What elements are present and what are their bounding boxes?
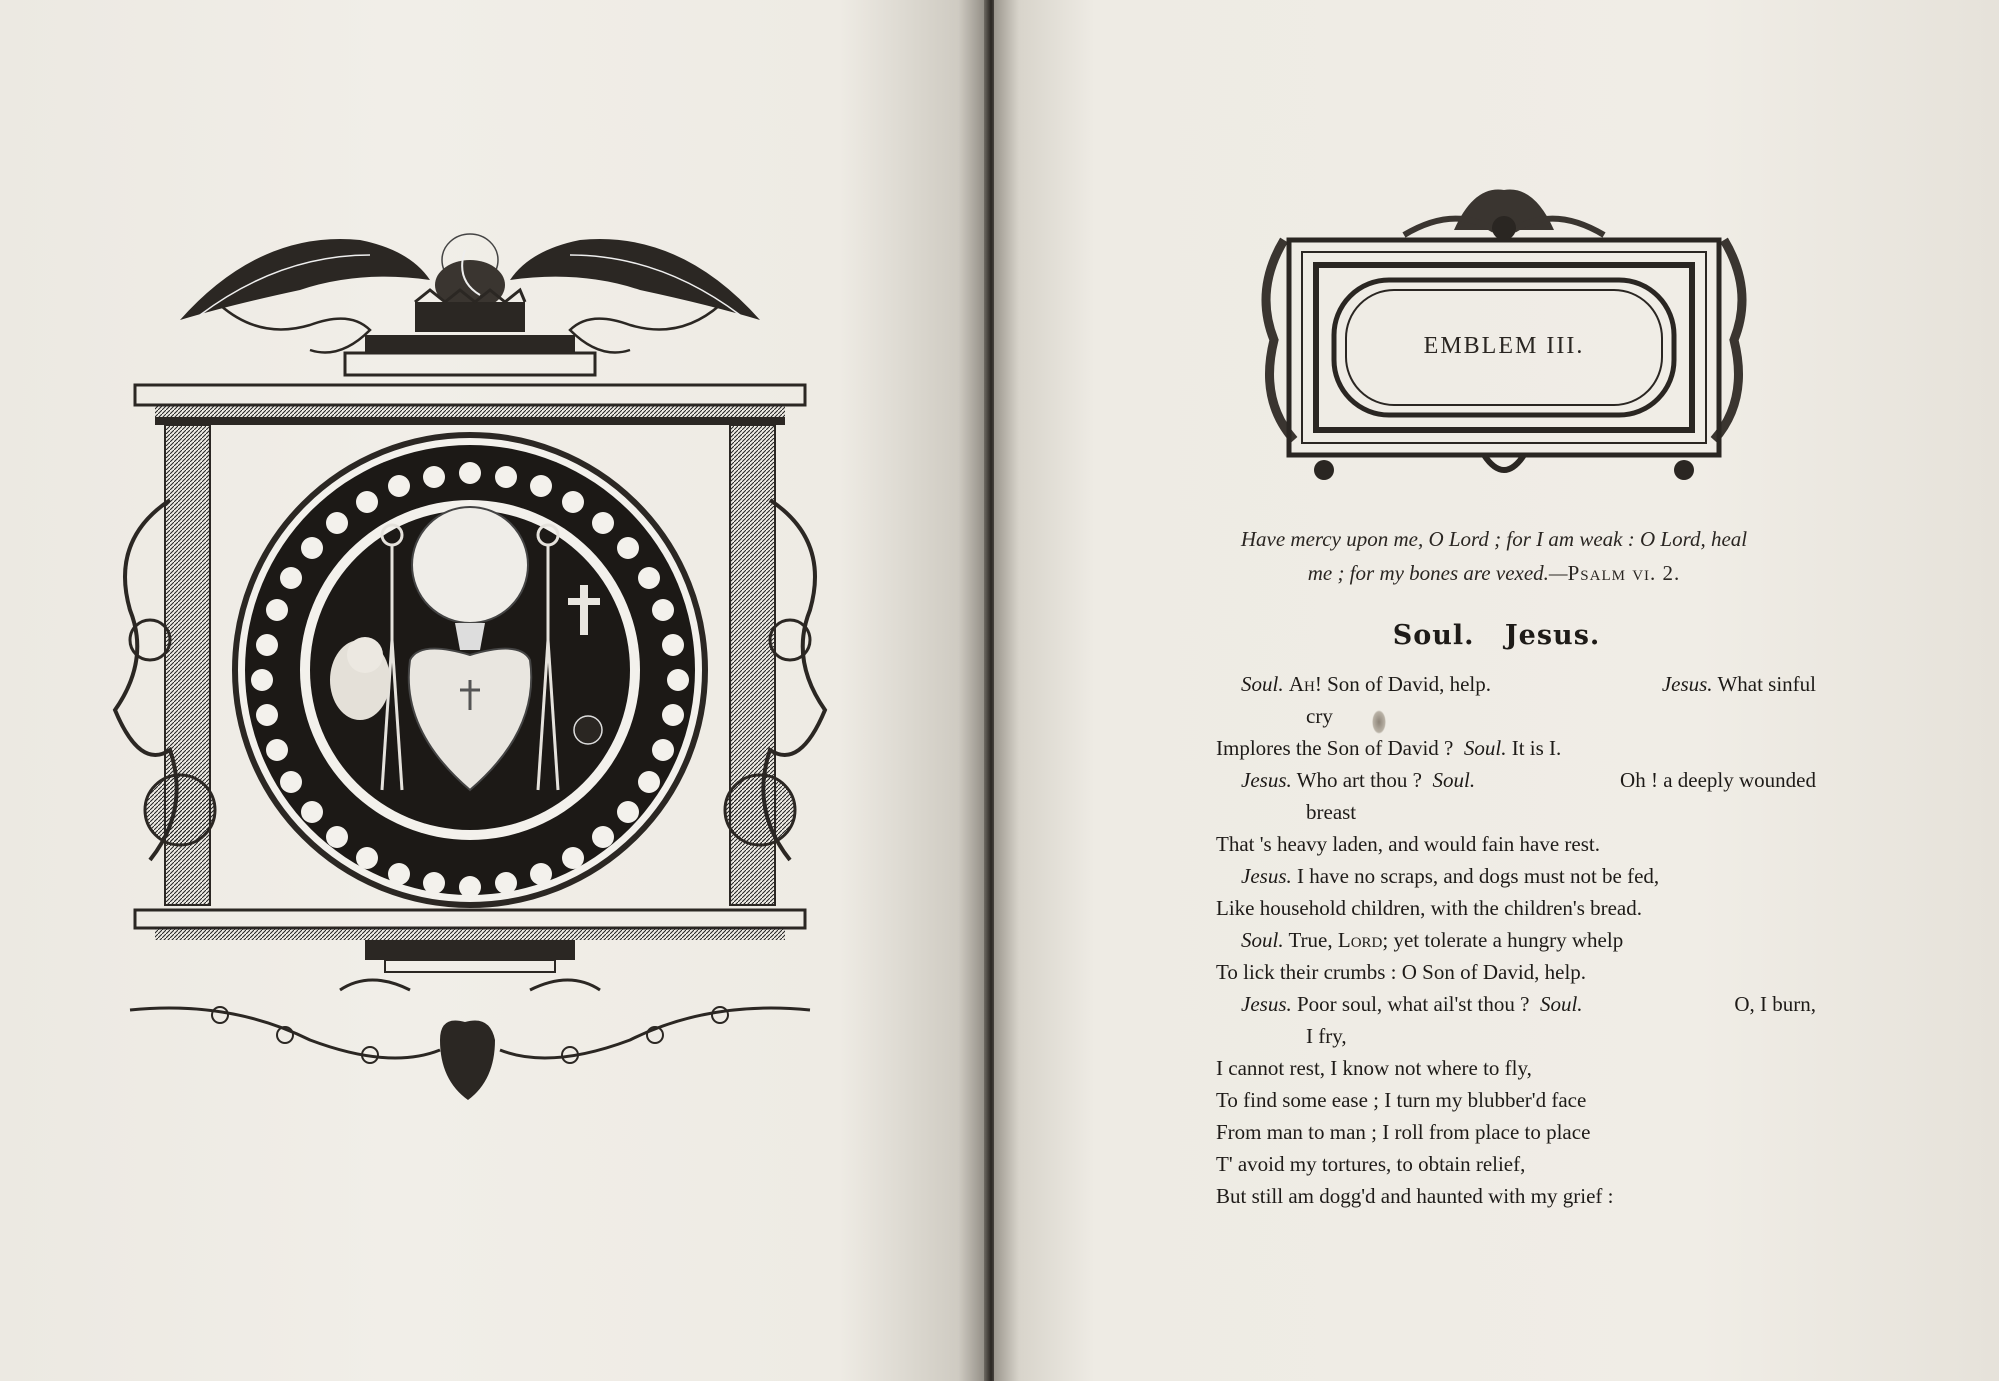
- poem-line: Jesus. I have no scraps, and dogs must not be fed,: [1241, 864, 1660, 888]
- speakers-heading: [994, 620, 1999, 651]
- poem-line: To lick their crumbs : O Son of David, help.: [1216, 960, 1587, 984]
- poem-line: But still am dogg'd and haunted with my grief :: [1216, 1184, 1614, 1208]
- poem-line: I fry,: [1306, 1024, 1347, 1048]
- emblem-title: EMBLEM III.: [1423, 333, 1585, 359]
- poem-line: cry: [1306, 704, 1333, 728]
- poem-line: T' avoid my tortures, to obtain relief,: [1216, 1152, 1526, 1176]
- poem-line: Jesus. Who art thou ? Soul. Oh ! a deeply wounded: [1241, 768, 1816, 792]
- poem-line: That 's heavy laden, and would fain have rest.: [1216, 832, 1600, 856]
- speaker-soul: Soul.: [1392, 620, 1475, 651]
- poem-line: Jesus. Poor soul, what ail'st thou ? Soul. O, I burn,: [1241, 992, 1816, 1016]
- poem-line: breast: [1306, 800, 1357, 824]
- psalm-reference: Psalm vi. 2.: [1567, 561, 1681, 585]
- poem-line: From man to man ; I roll from place to place: [1216, 1120, 1591, 1144]
- epigraph-line-2: me ; for my bones are vexed.—Psalm vi. 2.: [1307, 561, 1681, 585]
- speaker-jesus: Jesus.: [1504, 620, 1601, 651]
- poem-line: Soul. True, Lord; yet tolerate a hungry whelp: [1241, 928, 1624, 952]
- left-page: [0, 0, 988, 1381]
- psalm-epigraph: [1154, 522, 1834, 590]
- emblem-title-cartouche: [1254, 180, 1754, 490]
- poem-line: Implores the Son of David ? Soul. It is I.: [1216, 736, 1562, 760]
- poem-line: Soul. Ah! Son of David, help. Jesus. What sinful: [1241, 672, 1816, 696]
- poem-text: [1216, 668, 1816, 1212]
- epigraph-line-1: Have mercy upon me, O Lord ; for I am weak : O Lord, heal: [1240, 527, 1748, 551]
- emblem-engraving: [110, 210, 830, 1150]
- poem-line: I cannot rest, I know not where to fly,: [1216, 1056, 1532, 1080]
- poem-line: Like household children, with the children's bread.: [1216, 896, 1642, 920]
- right-page: [994, 0, 1999, 1381]
- poem-line: To find some ease ; I turn my blubber'd face: [1216, 1088, 1587, 1112]
